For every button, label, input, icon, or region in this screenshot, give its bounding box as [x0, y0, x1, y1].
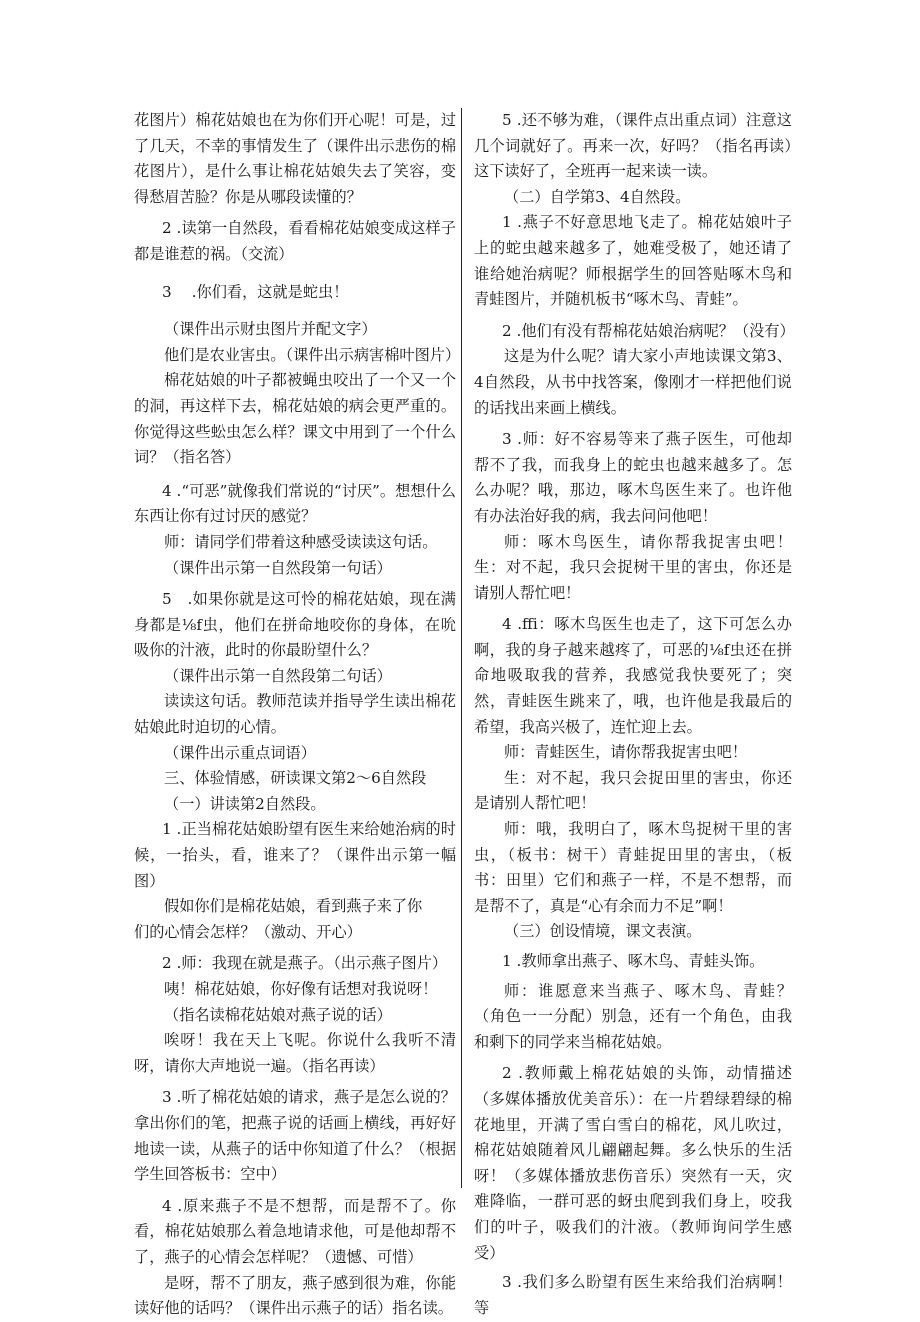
paragraph: （课件出示财虫图片并配文字）	[164, 320, 377, 339]
paragraph: 师：请同学们带着这种感受读读这句话。	[164, 532, 438, 551]
paragraph: 花图片）棉花姑娘也在为你们开心呢！可是，过了几天，不幸的事情发生了（课件出示悲伤的棉花图片），是什么事让棉花姑娘失去了笑容，变得愁眉苦脸？你是从哪段读懂的？	[134, 111, 456, 206]
numbered-paragraph: 3 .你们看，这就是蛇虫！	[162, 282, 349, 301]
subsection-heading: （二）自学第3、4自然段。	[504, 187, 691, 206]
paragraph: 生：对不起，我只会捉田里的害虫，你还是请别人帮忙吧！	[474, 768, 792, 813]
subsection-heading: （三）创设情境，课文表演。	[504, 922, 702, 941]
paragraph: （课件出示第一自然段第二句话）	[164, 666, 392, 685]
numbered-paragraph: 5 .还不够为难，（课件点出重点词）注意这几个词就好了。再来一次，好吗？（指名再读）这下读好了，全班再一起来读一读。	[474, 111, 792, 181]
section-heading: 三、体验情感，研读课文第2〜6自然段	[164, 769, 427, 788]
paragraph: 他们是农业害虫。（课件出示病害棉叶图片）	[164, 345, 461, 364]
numbered-paragraph: 3 .听了棉花姑娘的请求，燕子是怎么说的？拿出你们的笔，把燕子说的话画上横线，再好好地读一读，从燕子的话中你知道了什么？（根据学生回答板书：空中）	[134, 1088, 456, 1184]
paragraph: 假如你们是棉花姑娘，看到燕子来了你	[164, 897, 423, 916]
paragraph: 是呀，帮不了朋友，燕子感到很为难，你能读好他的话吗？（课件出示燕子的话）指名读。	[134, 1273, 456, 1318]
paragraph: 唉呀！我在天上飞呢。你说什么我听不清呀，请你大声地说一遍。（指名再读）	[134, 1031, 456, 1075]
numbered-paragraph: 2 .教师戴上棉花姑娘的头饰，动情描述（多媒体播放优美音乐）：在一片碧绿碧绿的棉花地里，开满了雪白雪白的棉花，风儿吹过，棉花姑娘随着风儿翩翩起舞。多么快乐的生活呀！（多媒体播放悲伤音乐）突然有一天，灾难降临，一群可恶的蚜虫爬到我们身上，咬我们的叶子，吸我们的汁液。（教师询问学生感受）	[474, 1064, 792, 1262]
paragraph: （课件出示第一自然段第一句话）	[164, 558, 392, 577]
paragraph: 读读这句话。教师范读并指导学生读出棉花姑娘此时迫切的心情。	[134, 692, 456, 737]
subsection-heading: （一）讲读第2自然段。	[164, 794, 326, 813]
paragraph: （课件出示重点词语）	[164, 743, 316, 762]
numbered-paragraph: 4 .原来燕子不是不想帮，而是帮不了。你看，棉花姑娘那么着急地请求他，可是他却帮不了，燕子的心情会怎样呢？（遗憾、可惜）	[134, 1196, 456, 1266]
numbered-paragraph: 1 .燕子不好意思地飞走了。棉花姑娘叶子上的蛇虫越来越多了，她难受极了，她还请了谁给她治病呢？师根据学生的回答贴啄木鸟和青蛙图片，并随机板书“啄木鸟、青蛙”。	[474, 213, 792, 309]
numbered-paragraph: 2 .他们有没有帮棉花姑娘治病呢？（没有）	[502, 321, 795, 340]
paragraph: 们的心情会怎样？（激动、开心）	[134, 922, 362, 941]
paragraph: 师：谁愿意来当燕子、啄木鸟、青蛙？（角色一一分配）别急，还有一个角色，由我和剩下的同学来当棉花姑娘。	[474, 981, 792, 1051]
paragraph: 棉花姑娘的叶子都被蝇虫咬出了一个又一个的洞，再这样下去，棉花姑娘的病会更严重的。你觉得这些蚣虫怎么样？课文中用到了一个什么词？（指名答）	[134, 371, 456, 467]
paragraph: 这是为什么呢？请大家小声地读课文第3、4自然段，从书中找答案，像刚才一样把他们说的话找出来画上横线。	[474, 347, 792, 417]
numbered-paragraph: 1 .教师拿出燕子、啄木鸟、青蛙头饰。	[502, 952, 765, 970]
paragraph: 师：啄木鸟医生，请你帮我捉害虫吧！生：对不起，我只会捉树干里的害虫，你还是请别人帮忙吧！	[474, 532, 792, 602]
numbered-paragraph: 5 .如果你就是这可怜的棉花姑娘，现在满身都是⅛f虫，他们在拼命地咬你的身体，在吮吸你的汁液，此时的你最盼望什么？	[134, 590, 456, 660]
paragraph: 咦！棉花姑娘，你好像有话想对我说呀！	[164, 980, 438, 998]
numbered-paragraph: 1 .正当棉花姑娘盼望有医生来给她治病的时候，一抬头，看，谁来了？（课件出示第一幅图）	[134, 820, 456, 890]
spacer	[134, 305, 456, 317]
right-column	[474, 108, 795, 1321]
paragraph: 师：哦，我明白了，啄木鸟捉树干里的害虫，（板书：树干）青蛙捉田里的害虫，（板书：田里）它们和燕子一样，不是不想帮，而是帮不了，真是“心有余而力不足”啊！	[474, 820, 792, 915]
paragraph: 师：青蛙医生，请你帮我捉害虫吧！	[504, 743, 747, 762]
paragraph: （指名读棉花姑娘对燕子说的话）	[164, 1005, 392, 1024]
numbered-paragraph: 3 .我们多么盼望有医生来给我们治病啊！等	[474, 1273, 792, 1317]
left-column	[134, 108, 461, 1322]
column-divider	[461, 108, 462, 1188]
numbered-paragraph: 4 .ffi：啄木鸟医生也走了，这下可怎么办啊，我的身子越来越疼了，可恶的⅛f虫还在拼命地吸取我的营养，我感觉我快要死了；突然，青蛙医生跳来了，哦，也许他是我最后的希望，我高兴极了，连忙迎上去。	[474, 615, 792, 736]
numbered-paragraph: 2 .读第一自然段，看看棉花姑娘变成这样子都是谁惹的祸。（交流）	[134, 219, 456, 263]
numbered-paragraph: 2 .师：我现在就是燕子。（出示燕子图片）	[162, 954, 448, 973]
numbered-paragraph: 3 .师：好不容易等来了燕子医生，可他却帮不了我，而我身上的蛇虫也越来越多了。怎么办呢？哦，那边，啄木鸟医生来了。也许他有办法治好我的病，我去问问他吧！	[474, 430, 792, 525]
numbered-paragraph: 4 .“可恶”就像我们常说的“讨厌”。想想什么东西让你有过讨厌的感觉？	[134, 481, 456, 526]
